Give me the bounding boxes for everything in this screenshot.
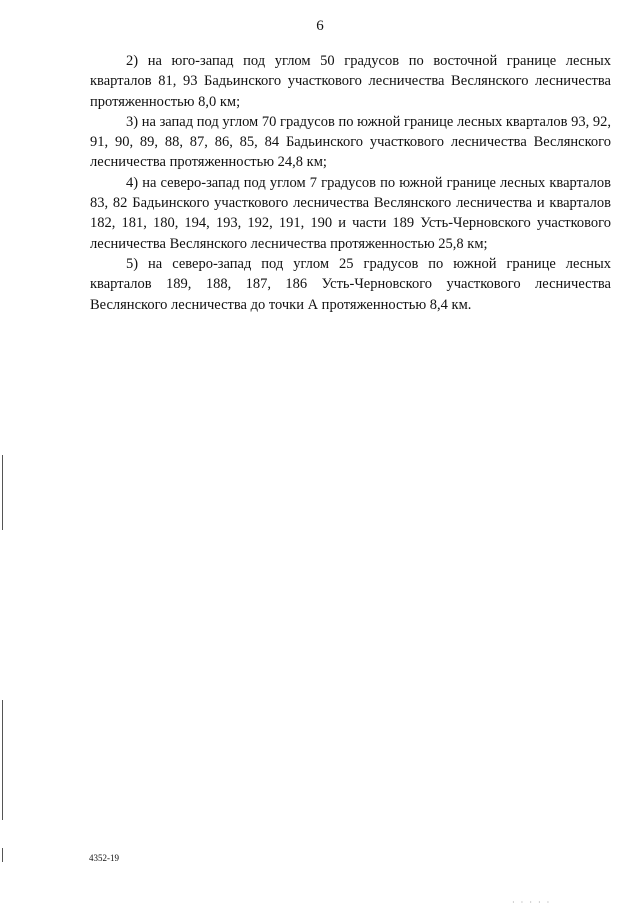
scan-edge-dots: · · · · · — [512, 898, 552, 907]
document-body — [90, 51, 611, 315]
paragraph-3: 3) на запад под углом 70 градусов по южной границе лесных кварталов 93, 92, 91, 90, 89, 88, 87, 86, 85, 84 Бадьинского участкового лесничества Веслянского лесничества протяженностью 24,8 км; — [90, 113, 611, 171]
paragraph-5: 5) на северо-запад под углом 25 градусов по южной границе лесных кварталов 189, 188, 187, 186 Усть-Черновского участкового лесничества Веслянского лесничества до точки А протяженностью 8,4 км. — [90, 255, 611, 313]
paragraph-2: 2) на юго-запад под углом 50 градусов по восточной границе лесных кварталов 81, 93 Бадьинского участкового лесничества Веслянского лесничества протяженностью 8,0 км; — [90, 53, 611, 110]
scan-edge-mark — [2, 455, 3, 530]
paragraph-4: 4) на северо-запад под углом 7 градусов по южной границе лесных кварталов 83, 82 Бадьинского участкового лесничества Веслянского лесничества и кварталов 182, 181, 180, 194, 193, 192, 191, 190 и части 189 Усть-Черновского участкового лесничества Веслянского лесничества протяженностью 25,8 км; — [90, 174, 611, 252]
scan-edge-mark — [2, 848, 3, 862]
scan-edge-mark — [2, 700, 3, 820]
page-number: 6 — [316, 18, 324, 34]
footer-document-code: 4352-19 — [89, 853, 119, 863]
